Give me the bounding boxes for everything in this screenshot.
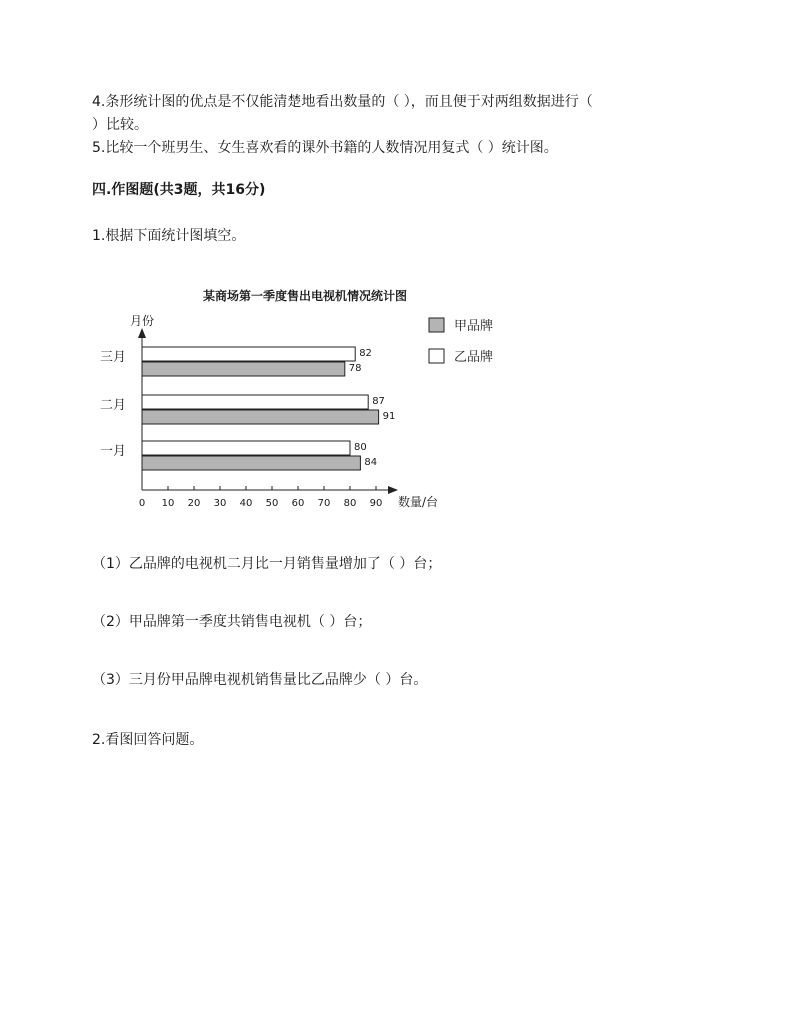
x-tick-label: 40 — [239, 498, 253, 509]
legend-label: 甲品牌 — [454, 319, 494, 334]
data-label: 87 — [372, 396, 385, 407]
question-5: 5.比较一个班男生、女生喜欢看的课外书籍的人数情况用复式（ ）统计图。 — [92, 140, 558, 156]
bar-jia — [142, 410, 379, 424]
question-2-prompt: 2.看图回答问题。 — [92, 732, 204, 748]
x-tick-label: 10 — [161, 498, 175, 509]
x-tick-label: 30 — [213, 498, 227, 509]
chart-x-axis-label: 数量/台 — [398, 495, 439, 509]
x-tick-label: 80 — [343, 498, 357, 509]
x-tick-label: 70 — [317, 498, 331, 509]
x-axis-arrow — [388, 486, 398, 494]
legend-swatch — [429, 318, 444, 332]
category-label: 三月 — [100, 350, 127, 365]
category-label: 二月 — [100, 398, 127, 413]
x-tick-label: 20 — [187, 498, 201, 509]
sub-question-2: （2）甲品牌第一季度共销售电视机（ ）台； — [92, 614, 372, 630]
x-tick-label: 50 — [265, 498, 279, 509]
question-1-prompt: 1.根据下面统计图填空。 — [92, 228, 246, 244]
bar-jia — [142, 456, 360, 470]
question-4-line-2: ）比较。 — [92, 117, 148, 133]
sub-question-1: （1）乙品牌的电视机二月比一月销售量增加了（ ）台； — [92, 556, 442, 572]
bar-chart — [92, 278, 512, 518]
question-4-line-1: 4.条形统计图的优点是不仅能清楚地看出数量的（ ），而且便于对两组数据进行（ — [92, 94, 593, 110]
sub-question-3: （3）三月份甲品牌电视机销售量比乙品牌少（ ）台。 — [92, 672, 428, 688]
data-label: 91 — [382, 411, 396, 422]
x-tick-label: 60 — [291, 498, 305, 509]
data-label: 84 — [364, 457, 378, 468]
chart-y-axis-label: 月份 — [130, 314, 155, 328]
bar-jia — [142, 362, 345, 376]
legend-swatch — [429, 349, 444, 363]
legend-label: 乙品牌 — [454, 350, 494, 365]
data-label: 80 — [354, 442, 367, 453]
bar-yi — [142, 441, 350, 455]
x-tick-label: 0 — [138, 498, 146, 509]
section-heading: 四.作图题(共3题，共16分) — [92, 182, 266, 198]
chart-title: 某商场第一季度售出电视机情况统计图 — [202, 289, 408, 303]
data-label: 82 — [359, 348, 372, 359]
data-label: 78 — [348, 363, 362, 374]
category-label: 一月 — [100, 444, 127, 459]
bar-yi — [142, 347, 355, 361]
x-tick-label: 90 — [369, 498, 383, 509]
y-axis-arrow — [138, 328, 146, 338]
bar-yi — [142, 395, 368, 409]
